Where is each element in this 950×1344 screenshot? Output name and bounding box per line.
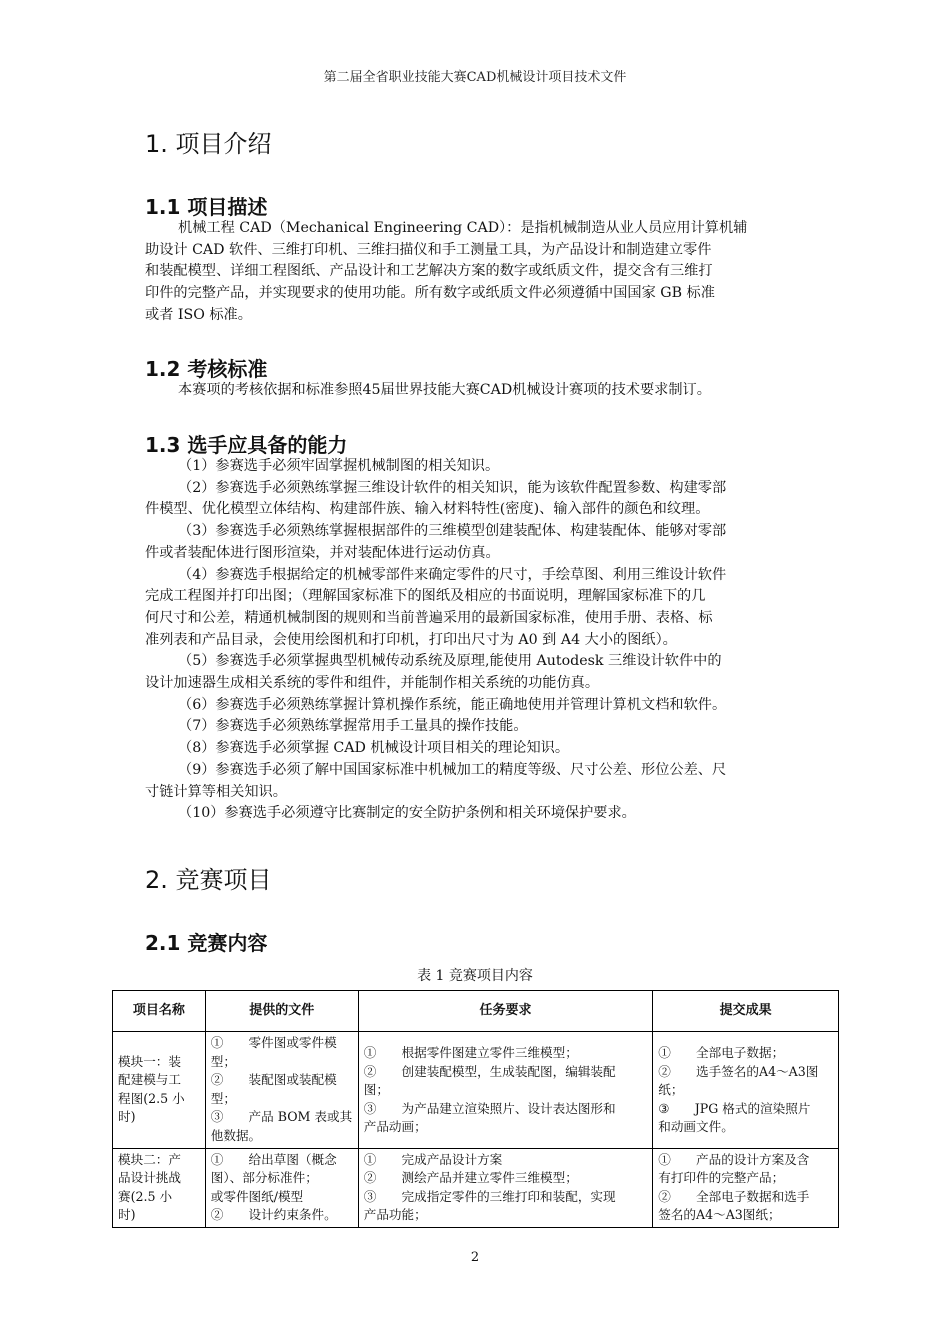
cell-line: ② 创建装配模型，生成装配图，编辑装配 <box>363 1063 616 1079</box>
cell-line: ① 给出草图（概念 <box>210 1151 337 1167</box>
ability-item: （7）参赛选手必须熟练掌握常用手工量具的操作技能。 <box>178 718 528 735</box>
ability-item: （2）参赛选手必须熟练掌握三维设计软件的相关知识，能为该软件配置参数、构建零部 <box>178 479 727 496</box>
body-line: 机械工程 CAD（Mechanical Engineering CAD）：是指机械制造从业人员应用计算机辅 <box>178 220 748 236</box>
table-row <box>113 1148 839 1227</box>
cell-line: ③ 为产品建立渲染照片、设计表达图形和 <box>363 1100 616 1116</box>
cell-results <box>653 1148 839 1227</box>
cell-line: ③ JPG 格式的渲染照片 <box>658 1100 811 1116</box>
header-provided-files: 提供的文件 <box>205 991 358 1032</box>
cell-line: ② 装配图或装配模 <box>210 1072 337 1088</box>
ability-item: （8）参赛选手必须掌握 CAD 机械设计项目相关的理论知识。 <box>178 740 570 757</box>
cell-line: ① 产品的设计方案及含 <box>658 1151 810 1167</box>
section-1-2-heading: 1.2 考核标准 <box>145 357 268 381</box>
ability-item-cont: 设计加速器生成相关系统的零件和组件，并能制作相关系统的功能仿真。 <box>145 675 600 692</box>
section-1-1-body <box>145 218 810 327</box>
ability-item: （9）参赛选手必须了解中国国家标准中机械加工的精度等级、尺寸公差、形位公差、尺 <box>178 761 727 778</box>
cell-line: 签名的A4～A3图纸； <box>658 1207 781 1223</box>
contest-table <box>112 990 839 1228</box>
ability-item-cont: 件或者装配体进行图形渲染，并对装配体进行运动仿真。 <box>145 544 500 561</box>
cell-line: ② 全部电子数据和选手 <box>658 1188 810 1204</box>
cell-line: 纸； <box>658 1082 684 1098</box>
cell-line: 赛(2.5 小 <box>118 1188 173 1204</box>
body-line: 助设计 CAD 软件、三维打印机、三维扫描仪和手工测量工具，为产品设计和制造建立零件 <box>145 241 712 258</box>
section-1-3-body <box>145 456 810 825</box>
header-deliverables: 提交成果 <box>653 991 839 1032</box>
cell-line: 模块一：装 <box>118 1053 181 1069</box>
cell-module <box>113 1148 206 1227</box>
body-line: 印件的完整产品，并实现要求的使用功能。所有数字或纸质文件必须遵循中国国家 GB 标准 <box>145 285 715 302</box>
ability-item-cont: 何尺寸和公差，精通机械制图的规则和当前普遍采用的最新国家标准，使用手册、表格、标 <box>145 609 713 626</box>
cell-files <box>205 1148 358 1227</box>
cell-module <box>113 1032 206 1149</box>
cell-line: 型； <box>210 1090 236 1106</box>
cell-tasks <box>358 1148 652 1227</box>
cell-line: 产品动画； <box>363 1119 427 1135</box>
cell-line: 模块二：产 <box>118 1151 181 1167</box>
ability-item-cont: 完成工程图并打印出图；（理解国家标准下的图纸及相应的书面说明，理解国家标准下的几 <box>145 588 706 605</box>
ability-item: （1）参赛选手必须牢固掌握机械制图的相关知识。 <box>178 458 500 474</box>
section-2-heading: 2. 竞赛项目 <box>145 866 272 894</box>
table-row <box>113 1032 839 1149</box>
cell-line: 时) <box>118 1109 136 1125</box>
ability-item-cont: 准列表和产品目录，会使用绘图机和打印机，打印出尺寸为 A0 到 A4 大小的图纸）。 <box>145 631 677 648</box>
header-module-name: 项目名称 <box>113 991 206 1032</box>
cell-line: ③ 完成指定零件的三维打印和装配，实现 <box>363 1188 616 1204</box>
table-caption: 表 1 竞赛项目内容 <box>417 968 533 984</box>
cell-line: 他数据。 <box>210 1127 262 1143</box>
section-1-3-heading: 1.3 选手应具备的能力 <box>145 433 348 457</box>
header-task-requirements: 任务要求 <box>358 991 652 1032</box>
cell-line: ① 完成产品设计方案 <box>363 1151 503 1167</box>
cell-line: ② 测绘产品并建立零件三维模型； <box>363 1170 578 1186</box>
ability-item-cont: 寸链计算等相关知识。 <box>145 783 287 800</box>
cell-line: ② 选手签名的A4～A3图 <box>658 1063 819 1079</box>
body-line: 和装配模型、详细工程图纸、产品设计和工艺解决方案的数字或纸质文件，提交含有三维打 <box>145 263 713 280</box>
cell-files <box>205 1032 358 1149</box>
ability-item: （3）参赛选手必须熟练掌握根据部件的三维模型创建装配体、构建装配体、能够对零部 <box>178 523 727 540</box>
cell-results <box>653 1032 839 1149</box>
cell-line: 时) <box>118 1207 136 1223</box>
body-line: 或者 ISO 标准。 <box>145 306 252 323</box>
cell-line: 或零件图纸/模型 <box>210 1188 304 1204</box>
cell-line: 和动画文件。 <box>658 1119 734 1135</box>
ability-item: （5）参赛选手必须掌握典型机械传动系统及原理,能使用 Autodesk 三维设计软件中的 <box>178 653 722 670</box>
cell-line: 有打印件的完整产品； <box>658 1170 785 1186</box>
cell-line: 程图(2.5 小 <box>118 1090 185 1106</box>
section-1-2-body <box>145 380 810 402</box>
section-2-1-heading: 2.1 竞赛内容 <box>145 931 268 955</box>
page-number: 2 <box>470 1250 480 1265</box>
cell-line: ① 全部电子数据； <box>658 1045 785 1060</box>
cell-tasks <box>358 1032 652 1149</box>
ability-item: （6）参赛选手必须熟练掌握计算机操作系统，能正确地使用并管理计算机文档和软件。 <box>178 696 727 713</box>
cell-line: 图）、部分标准件； <box>210 1170 318 1186</box>
cell-line: 图； <box>363 1082 389 1098</box>
ability-item-cont: 件模型、优化模型立体结构、构建部件族、输入材料特性(密度)、输入部件的颜色和纹理。 <box>145 501 710 518</box>
running-header: 第二届全省职业技能大赛CAD机械设计项目技术文件 <box>323 70 627 85</box>
cell-line: ③ 产品 BOM 表或其 <box>210 1109 353 1125</box>
cell-line: ② 设计约束条件。 <box>210 1207 337 1223</box>
cell-line: 品设计挑战 <box>118 1170 181 1186</box>
cell-line: 配建模与工 <box>118 1072 181 1088</box>
cell-line: ① 零件图或零件模 <box>210 1035 337 1050</box>
body-line: 本赛项的考核依据和标准参照45届世界技能大赛CAD机械设计赛项的技术要求制订。 <box>178 382 711 398</box>
section-1-heading: 1. 项目介绍 <box>145 130 272 158</box>
ability-item: （4）参赛选手根据给定的机械零部件来确定零件的尺寸，手绘草图、利用三维设计软件 <box>178 566 727 583</box>
cell-line: 产品功能； <box>363 1207 427 1223</box>
ability-item: （10）参赛选手必须遵守比赛制定的安全防护条例和相关环境保护要求。 <box>178 805 636 822</box>
cell-line: 型； <box>210 1053 236 1069</box>
cell-line: ① 根据零件图建立零件三维模型； <box>363 1045 578 1060</box>
section-1-1-heading: 1.1 项目描述 <box>145 195 268 219</box>
table-header-row <box>113 991 839 1032</box>
